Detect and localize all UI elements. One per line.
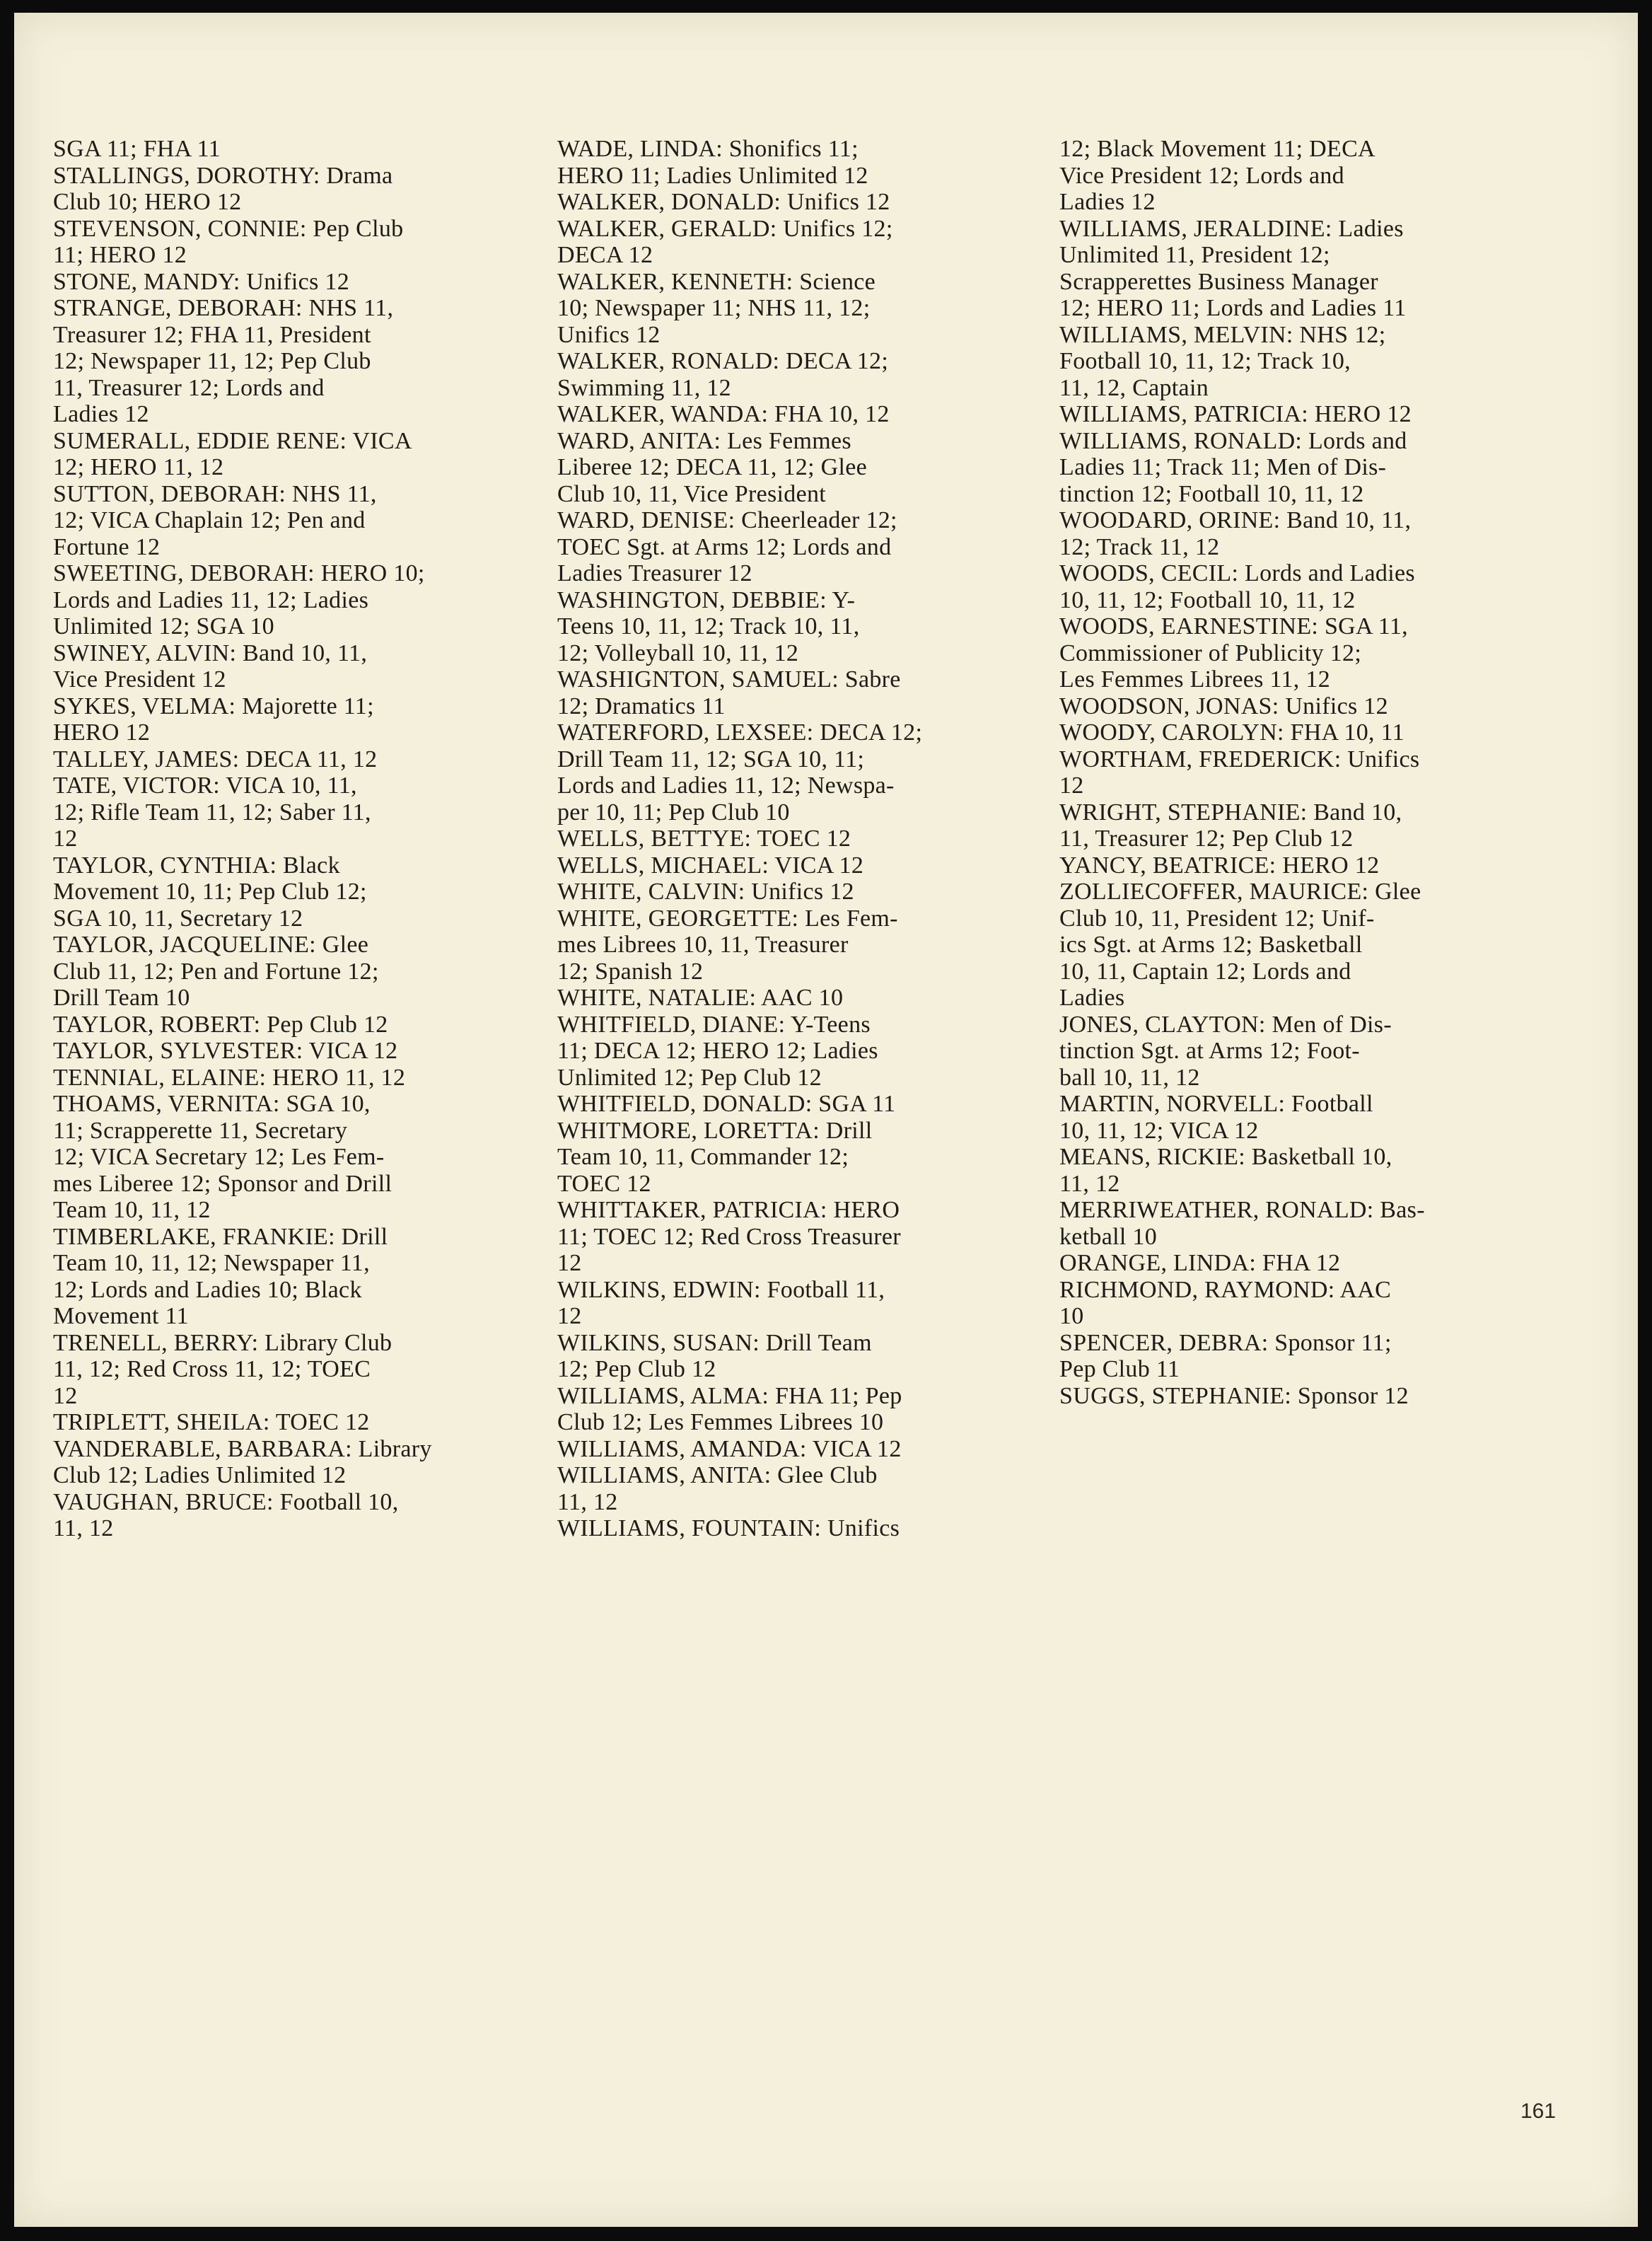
index-line: WHITFIELD, DIANE: Y-Teens (557, 1011, 871, 1038)
index-line: 12; Lords and Ladies 10; Black (53, 1276, 362, 1303)
index-line: Club 11, 12; Pen and Fortune 12; (53, 958, 379, 985)
index-line: WHITE, CALVIN: Unifics 12 (557, 879, 854, 905)
index-line: WILLIAMS, FOUNTAIN: Unifics (557, 1515, 900, 1541)
index-line: WOODARD, ORINE: Band 10, 11, (1059, 507, 1412, 533)
index-line: WILLIAMS, ALMA: FHA 11; Pep (557, 1382, 902, 1409)
index-line: Ladies 12 (1059, 189, 1156, 215)
index-line: TALLEY, JAMES: DECA 11, 12 (53, 746, 378, 772)
index-line: 10, 11, 12; Football 10, 11, 12 (1059, 586, 1356, 613)
index-line: WELLS, MICHAEL: VICA 12 (557, 852, 864, 879)
index-line: 12 (1059, 772, 1084, 799)
index-line: THOAMS, VERNITA: SGA 10, (53, 1091, 371, 1117)
index-line: tinction 12; Football 10, 11, 12 (1059, 480, 1364, 507)
index-line: Team 10, 11, 12 (53, 1197, 211, 1223)
index-line: WILKINS, SUSAN: Drill Team (557, 1329, 872, 1356)
index-line: 11, 12 (53, 1515, 114, 1541)
index-line: 12; Pep Club 12 (557, 1356, 716, 1382)
index-line: 12; VICA Chaplain 12; Pen and (53, 507, 366, 533)
index-line: Scrapperettes Business Manager (1059, 268, 1378, 295)
index-line: Unifics 12 (557, 321, 661, 348)
index-line: Les Femmes Librees 11, 12 (1059, 666, 1330, 693)
index-line: TENNIAL, ELAINE: HERO 11, 12 (53, 1064, 406, 1091)
index-line: Movement 10, 11; Pep Club 12; (53, 879, 367, 905)
index-line: TATE, VICTOR: VICA 10, 11, (53, 772, 357, 799)
index-line: 11, Treasurer 12; Lords and (53, 374, 325, 401)
index-line: TIMBERLAKE, FRANKIE: Drill (53, 1223, 388, 1250)
index-line: ORANGE, LINDA: FHA 12 (1059, 1250, 1341, 1276)
index-line: 12; Rifle Team 11, 12; Saber 11, (53, 799, 371, 826)
index-line: ketball 10 (1059, 1223, 1158, 1250)
index-line: WHITFIELD, DONALD: SGA 11 (557, 1091, 896, 1117)
index-line: Football 10, 11, 12; Track 10, (1059, 348, 1351, 374)
index-line: mes Liberee 12; Sponsor and Drill (53, 1170, 392, 1197)
index-line: Fortune 12 (53, 533, 161, 560)
index-line: Liberee 12; DECA 11, 12; Glee (557, 454, 867, 480)
index-line: tinction Sgt. at Arms 12; Foot- (1059, 1038, 1360, 1064)
index-line: 12 (53, 826, 78, 852)
index-line: ball 10, 11, 12 (1059, 1064, 1200, 1091)
index-line: Drill Team 11, 12; SGA 10, 11; (557, 746, 865, 772)
index-line: Club 10, 11, Vice President (557, 480, 827, 507)
index-line: MEANS, RICKIE: Basketball 10, (1059, 1144, 1392, 1170)
index-line: TOEC Sgt. at Arms 12; Lords and (557, 533, 892, 560)
index-line: 12 (557, 1303, 582, 1329)
index-line: Swimming 11, 12 (557, 374, 731, 401)
index-line: 11; TOEC 12; Red Cross Treasurer (557, 1223, 901, 1250)
index-line: WALKER, GERALD: Unifics 12; (557, 215, 893, 242)
index-line: WADE, LINDA: Shonifics 11; (557, 136, 859, 162)
index-column-3 (1059, 136, 1554, 1409)
index-line: WILLIAMS, ANITA: Glee Club (557, 1462, 878, 1488)
index-line: 11, 12, Captain (1059, 374, 1209, 401)
index-line: 10, 11, Captain 12; Lords and (1059, 958, 1351, 985)
index-line: 12 (53, 1382, 78, 1409)
index-line: HERO 12 (53, 719, 151, 746)
index-line: WHITE, NATALIE: AAC 10 (557, 985, 844, 1011)
index-line: Club 10, 11, President 12; Unif- (1059, 905, 1375, 932)
index-line: WHITMORE, LORETTA: Drill (557, 1117, 873, 1144)
index-column-1 (53, 136, 541, 1542)
index-line: Lords and Ladies 11, 12; Newspa- (557, 772, 895, 799)
index-line: Team 10, 11, 12; Newspaper 11, (53, 1250, 370, 1276)
index-line: SUTTON, DEBORAH: NHS 11, (53, 480, 377, 507)
index-column-2 (557, 136, 1045, 1542)
index-line: Pep Club 11 (1059, 1356, 1180, 1382)
index-line: WALKER, KENNETH: Science (557, 268, 876, 295)
index-line: Drill Team 10 (53, 985, 190, 1011)
index-line: 11, 12 (1059, 1170, 1120, 1197)
index-line: 12; HERO 11; Lords and Ladies 11 (1059, 295, 1407, 321)
index-line: 11; Scrapperette 11, Secretary (53, 1117, 348, 1144)
index-line: 11, 12 (557, 1488, 618, 1515)
index-line: SUMERALL, EDDIE RENE: VICA (53, 427, 412, 454)
index-line: WILLIAMS, JERALDINE: Ladies (1059, 215, 1404, 242)
index-line: STALLINGS, DOROTHY: Drama (53, 162, 393, 189)
index-line: WARD, ANITA: Les Femmes (557, 427, 851, 454)
index-line: TRENELL, BERRY: Library Club (53, 1329, 392, 1356)
index-line: ZOLLIECOFFER, MAURICE: Glee (1059, 879, 1421, 905)
index-line: WALKER, RONALD: DECA 12; (557, 348, 889, 374)
index-line: HERO 11; Ladies Unlimited 12 (557, 162, 868, 189)
index-line: WILLIAMS, RONALD: Lords and (1059, 427, 1407, 454)
index-line: Club 12; Ladies Unlimited 12 (53, 1462, 347, 1488)
index-line: YANCY, BEATRICE: HERO 12 (1059, 852, 1380, 879)
index-line: SPENCER, DEBRA: Sponsor 11; (1059, 1329, 1392, 1356)
index-line: Ladies Treasurer 12 (557, 560, 752, 586)
index-line: 11; HERO 12 (53, 242, 187, 268)
index-line: WELLS, BETTYE: TOEC 12 (557, 826, 851, 852)
index-line: 11, 12; Red Cross 11, 12; TOEC (53, 1356, 371, 1382)
index-line: 11; DECA 12; HERO 12; Ladies (557, 1038, 878, 1064)
index-line: Club 10; HERO 12 (53, 189, 242, 215)
index-line: Unlimited 11, President 12; (1059, 242, 1330, 268)
index-line: Ladies 11; Track 11; Men of Dis- (1059, 454, 1387, 480)
index-line: SWEETING, DEBORAH: HERO 10; (53, 560, 425, 586)
index-line: WATERFORD, LEXSEE: DECA 12; (557, 719, 923, 746)
index-line: Team 10, 11, Commander 12; (557, 1144, 849, 1170)
index-line: MERRIWEATHER, RONALD: Bas- (1059, 1197, 1425, 1223)
index-line: per 10, 11; Pep Club 10 (557, 799, 790, 826)
index-line: 12; Black Movement 11; DECA (1059, 136, 1375, 162)
index-line: Vice President 12 (53, 666, 226, 693)
index-line: SGA 10, 11, Secretary 12 (53, 905, 303, 932)
index-line: STRANGE, DEBORAH: NHS 11, (53, 295, 394, 321)
index-line: 10; Newspaper 11; NHS 11, 12; (557, 295, 871, 321)
index-line: SWINEY, ALVIN: Band 10, 11, (53, 639, 368, 666)
index-line: Unlimited 12; SGA 10 (53, 613, 274, 639)
index-line: 12; Volleyball 10, 11, 12 (557, 639, 799, 666)
index-line: WOODSON, JONAS: Unifics 12 (1059, 693, 1388, 719)
index-line: TAYLOR, ROBERT: Pep Club 12 (53, 1011, 388, 1038)
index-line: VAUGHAN, BRUCE: Football 10, (53, 1488, 399, 1515)
index-line: WALKER, WANDA: FHA 10, 12 (557, 401, 890, 427)
index-line: WARD, DENISE: Cheerleader 12; (557, 507, 897, 533)
index-line: WRIGHT, STEPHANIE: Band 10, (1059, 799, 1402, 826)
page-number: 161 (1520, 2100, 1557, 2123)
index-line: MARTIN, NORVELL: Football (1059, 1091, 1373, 1117)
index-line: Unlimited 12; Pep Club 12 (557, 1064, 822, 1091)
index-line: TAYLOR, JACQUELINE: Glee (53, 932, 369, 958)
index-line: 12 (557, 1250, 582, 1276)
index-line: RICHMOND, RAYMOND: AAC (1059, 1276, 1392, 1303)
index-line: 12; Newspaper 11, 12; Pep Club (53, 348, 371, 374)
index-line: 12; VICA Secretary 12; Les Fem- (53, 1144, 385, 1170)
index-line: WOODS, CECIL: Lords and Ladies (1059, 560, 1415, 586)
index-line: TRIPLETT, SHEILA: TOEC 12 (53, 1409, 370, 1435)
index-line: STONE, MANDY: Unifics 12 (53, 268, 350, 295)
index-line: TAYLOR, CYNTHIA: Black (53, 852, 340, 879)
index-line: mes Librees 10, 11, Treasurer (557, 932, 849, 958)
index-line: Treasurer 12; FHA 11, President (53, 321, 371, 348)
index-line: 12; Dramatics 11 (557, 693, 726, 719)
index-line: STEVENSON, CONNIE: Pep Club (53, 215, 404, 242)
index-line: TAYLOR, SYLVESTER: VICA 12 (53, 1038, 398, 1064)
yearbook-page (14, 13, 1638, 2227)
index-line: WOODY, CAROLYN: FHA 10, 11 (1059, 719, 1404, 746)
index-line: Ladies 12 (53, 401, 149, 427)
index-line: 12; Spanish 12 (557, 958, 704, 985)
index-line: Vice President 12; Lords and (1059, 162, 1344, 189)
index-line: Ladies (1059, 985, 1125, 1011)
index-line: WILLIAMS, AMANDA: VICA 12 (557, 1435, 902, 1462)
index-line: Lords and Ladies 11, 12; Ladies (53, 586, 369, 613)
index-line: WORTHAM, FREDERICK: Unifics (1059, 746, 1420, 772)
index-line: SYKES, VELMA: Majorette 11; (53, 693, 374, 719)
index-line: WOODS, EARNESTINE: SGA 11, (1059, 613, 1408, 639)
index-line: WILLIAMS, MELVIN: NHS 12; (1059, 321, 1386, 348)
index-line: WILLIAMS, PATRICIA: HERO 12 (1059, 401, 1412, 427)
index-line: WHITTAKER, PATRICIA: HERO (557, 1197, 900, 1223)
index-line: Commissioner of Publicity 12; (1059, 639, 1362, 666)
index-line: WALKER, DONALD: Unifics 12 (557, 189, 890, 215)
index-line: Club 12; Les Femmes Librees 10 (557, 1409, 884, 1435)
index-line: 12; HERO 11, 12 (53, 454, 224, 480)
index-line: SGA 11; FHA 11 (53, 136, 221, 162)
index-line: WASHIGNTON, SAMUEL: Sabre (557, 666, 901, 693)
index-line: TOEC 12 (557, 1170, 651, 1197)
index-line: SUGGS, STEPHANIE: Sponsor 12 (1059, 1382, 1409, 1409)
index-line: DECA 12 (557, 242, 653, 268)
index-line: 11, Treasurer 12; Pep Club 12 (1059, 826, 1354, 852)
index-line: WILKINS, EDWIN: Football 11, (557, 1276, 885, 1303)
index-line: 12; Track 11, 12 (1059, 533, 1220, 560)
index-line: JONES, CLAYTON: Men of Dis- (1059, 1011, 1392, 1038)
index-line: 10 (1059, 1303, 1084, 1329)
index-line: VANDERABLE, BARBARA: Library (53, 1435, 432, 1462)
index-line: WHITE, GEORGETTE: Les Fem- (557, 905, 898, 932)
index-line: ics Sgt. at Arms 12; Basketball (1059, 932, 1363, 958)
index-line: Movement 11 (53, 1303, 189, 1329)
index-line: Teens 10, 11, 12; Track 10, 11, (557, 613, 860, 639)
index-line: WASHINGTON, DEBBIE: Y- (557, 586, 856, 613)
index-line: 10, 11, 12; VICA 12 (1059, 1117, 1259, 1144)
